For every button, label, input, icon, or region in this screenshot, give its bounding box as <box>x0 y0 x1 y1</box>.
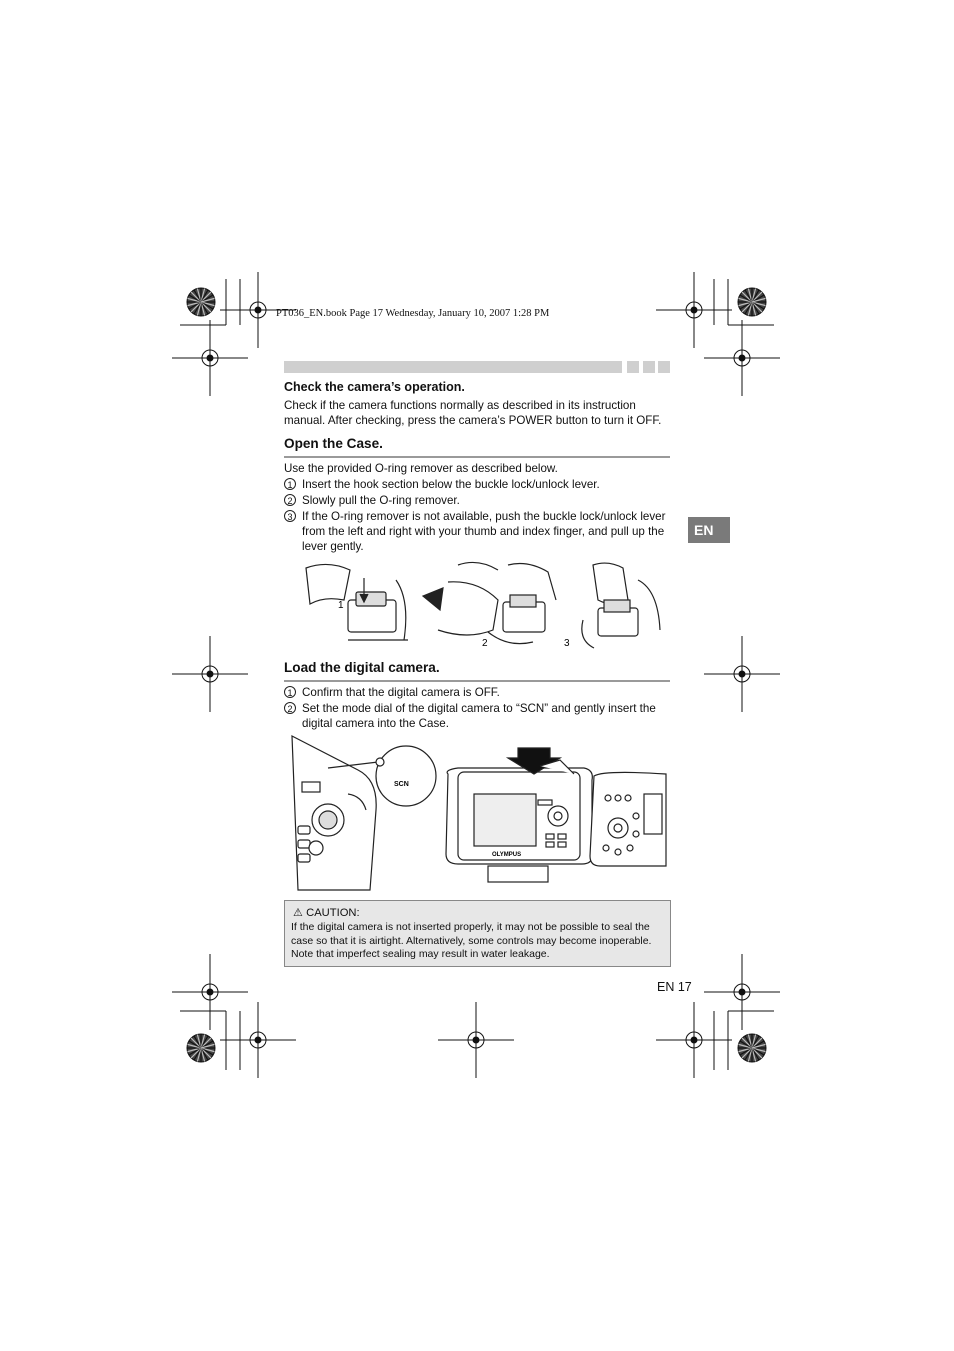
header-square-1 <box>627 361 639 373</box>
figure-label-2: 2 <box>482 638 488 649</box>
load-step-1 <box>284 685 670 700</box>
caution-body: If the digital camera is not inserted properly, it may not be possible to seal the case so that it is airtight. Alternatively, some controls may become inoperable. Note that imperfect sealing may result in water leakage. <box>291 921 652 960</box>
section-rule <box>284 456 670 458</box>
step-number: 1 <box>284 478 296 490</box>
step-number: 1 <box>284 686 296 698</box>
caution-title: ⚠ CAUTION: <box>293 907 360 919</box>
open-step-2 <box>284 493 670 508</box>
step-number: 3 <box>284 510 296 522</box>
step-text: If the O-ring remover is not available, push the buckle lock/unlock lever from the left and right with your thumb and index finger, and pull up the lever gently. <box>302 510 666 553</box>
load-camera-title: Load the digital camera. <box>284 660 440 675</box>
step-number: 2 <box>284 702 296 714</box>
open-step-3 <box>284 509 670 554</box>
step-text: Insert the hook section below the buckle lock/unlock lever. <box>302 478 600 491</box>
figure-label-3: 3 <box>564 638 570 649</box>
warning-icon: ⚠ <box>293 907 304 919</box>
check-title: Check the camera’s operation. <box>284 380 465 394</box>
open-case-intro: Use the provided O-ring remover as described below. <box>284 462 558 475</box>
mode-dial-scn-label: SCN <box>394 781 409 788</box>
section-rule <box>284 680 670 682</box>
caution-box <box>284 900 671 967</box>
step-number: 2 <box>284 494 296 506</box>
step-text: Slowly pull the O-ring remover. <box>302 494 460 507</box>
load-step-2 <box>284 701 670 731</box>
figure-label-1: 1 <box>338 600 344 611</box>
header-square-3 <box>658 361 670 373</box>
check-body: Check if the camera functions normally as described in its instruction manual. After checking, press the camera’s POWER button to turn it OFF. <box>284 399 662 427</box>
step-text: Set the mode dial of the digital camera to “SCN” and gently insert the digital camera into the Case. <box>302 702 656 730</box>
load-camera-illustration <box>288 730 668 895</box>
section-header-bar <box>284 361 622 373</box>
page-number: EN 17 <box>657 980 692 994</box>
print-header-line: PT036_EN.book Page 17 Wednesday, January 10, 2007 1:28 PM <box>276 308 550 319</box>
header-square-2 <box>643 361 655 373</box>
step-text: Confirm that the digital camera is OFF. <box>302 686 500 699</box>
camera-brand-label: OLYMPUS <box>492 852 522 858</box>
open-case-illustration <box>298 560 668 655</box>
language-tab: EN <box>688 517 730 543</box>
open-step-1 <box>284 477 670 492</box>
open-case-title: Open the Case. <box>284 436 383 451</box>
